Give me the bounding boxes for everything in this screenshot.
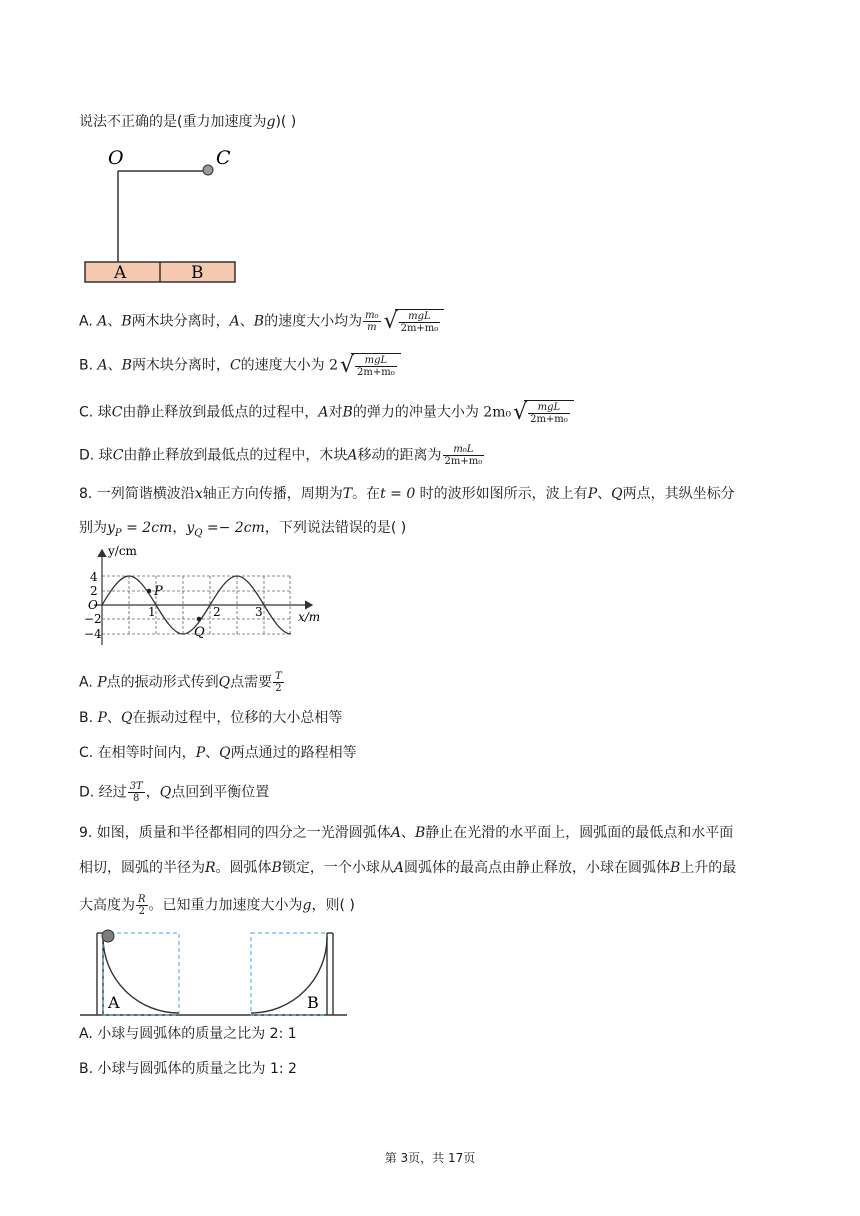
x-axis-label: x/m [298,610,321,624]
label-q: Q [194,625,205,640]
y-tick: 2 [90,584,98,598]
sqrt: √ $\frac{\text{mgL}}{\text{2m+m₀}}$ [384,309,445,334]
q8-option-a[interactable]: A. P点的振动形式传到Q点需要 $\frac{T}{2}$ [79,671,282,694]
x-tick: 3 [255,605,263,619]
q7-stem-end: 说法不正确的是(重力加速度为g)( ) [79,114,297,130]
q9-figure [80,925,352,1019]
point-p [147,589,152,594]
q9-stem-line3: 大高度为 $\frac{R}{2}$ 。已知重力加速度大小为g，则( ) [79,894,355,917]
label-o: O [108,147,124,169]
fraction: $\frac{T}{2}$ [275,671,282,694]
q8-option-d[interactable]: D. 经过 $\frac{3T}{8}$ ，Q点回到平衡位置 [79,781,270,804]
x-tick: 2 [213,605,221,619]
fraction: $\frac{R}{2}$ [138,894,146,917]
q7-option-a[interactable]: A. A、B两木块分离时，A、B的速度大小均为 $\frac{\text{m₀}}{m}$ √ $\frac{\text{mgL}}{\text{2m+m₀}}$ [79,309,444,334]
q9-stem-line1: 9. 如图，质量和半径都相同的四分之一光滑圆弧体A、B静止在光滑的水平面上，圆弧面的最低点和水平面 [79,825,734,841]
y-axis-label: y/cm [108,544,137,558]
x-tick: 1 [148,605,156,619]
q7-figure [82,144,242,284]
y-tick: −2 [84,612,102,626]
sqrt: √ $\frac{\text{mgL}}{\text{2m+m₀}}$ [513,400,574,425]
q8-stem-line2: 别为$y_P = 2cm$，$y_Q =- 2cm$，下列说法错误的是( ) [79,520,407,539]
q8-option-c[interactable]: C. 在相等时间内，P、Q两点通过的路程相等 [79,745,357,761]
sqrt: √ $\frac{\text{mgL}}{\text{2m+m₀}}$ [340,353,401,378]
q9-option-a[interactable]: A. 小球与圆弧体的质量之比为 2: 1 [79,1026,297,1042]
y-tick: −4 [84,627,102,641]
fraction: $\frac{3T}{8}$ [129,781,143,804]
q9-option-b[interactable]: B. 小球与圆弧体的质量之比为 1: 2 [79,1061,297,1077]
q8-option-b[interactable]: B. P、Q在振动过程中，位移的大小总相等 [79,710,343,726]
small-ball [102,930,114,942]
label-p: P [154,584,163,599]
label-b: B [307,993,319,1012]
fraction: $\frac{\text{m₀L}}{\text{2m+m₀}}$ [444,444,483,467]
q8-stem-line1: 8. 一列简谐横波沿x轴正方向传播，周期为T。在t = 0 时的波形如图所示，波上有P、Q两点，其纵坐标分 [79,486,735,502]
label-block-b: B [191,263,204,283]
ball-c [203,165,213,175]
origin-label: O [88,598,98,612]
q7-option-b[interactable]: B. A、B两木块分离时，C的速度大小为 2 √ $\frac{\text{mgL}}{\text{2m+m₀}}$ [79,353,401,378]
q7-option-d[interactable]: D. 球C由静止释放到最低点的过程中，木块A移动的距离为 $\frac{\text{m₀L}}{\text{2m+m₀}}$ [79,444,483,467]
q7-option-c[interactable]: C. 球C由静止释放到最低点的过程中，A对B的弹力的冲量大小为 2m₀ √ $\frac{\text{mgL}}{\text{2m+m₀}}$ [79,400,574,425]
q9-stem-line2: 相切，圆弧的半径为R。圆弧体B锁定，一个小球从A圆弧体的最高点由静止释放，小球在圆弧体B上升的最 [79,860,737,876]
label-a: A [108,993,120,1012]
label-block-a: A [114,263,127,283]
fraction: $\frac{\text{m₀}}{m}$ [365,310,379,333]
q8-wave-figure [84,544,334,650]
page-footer: 第 3页，共 17页 [384,1151,476,1165]
point-q [197,617,202,622]
label-c: C [216,147,231,169]
y-tick: 4 [90,570,98,584]
